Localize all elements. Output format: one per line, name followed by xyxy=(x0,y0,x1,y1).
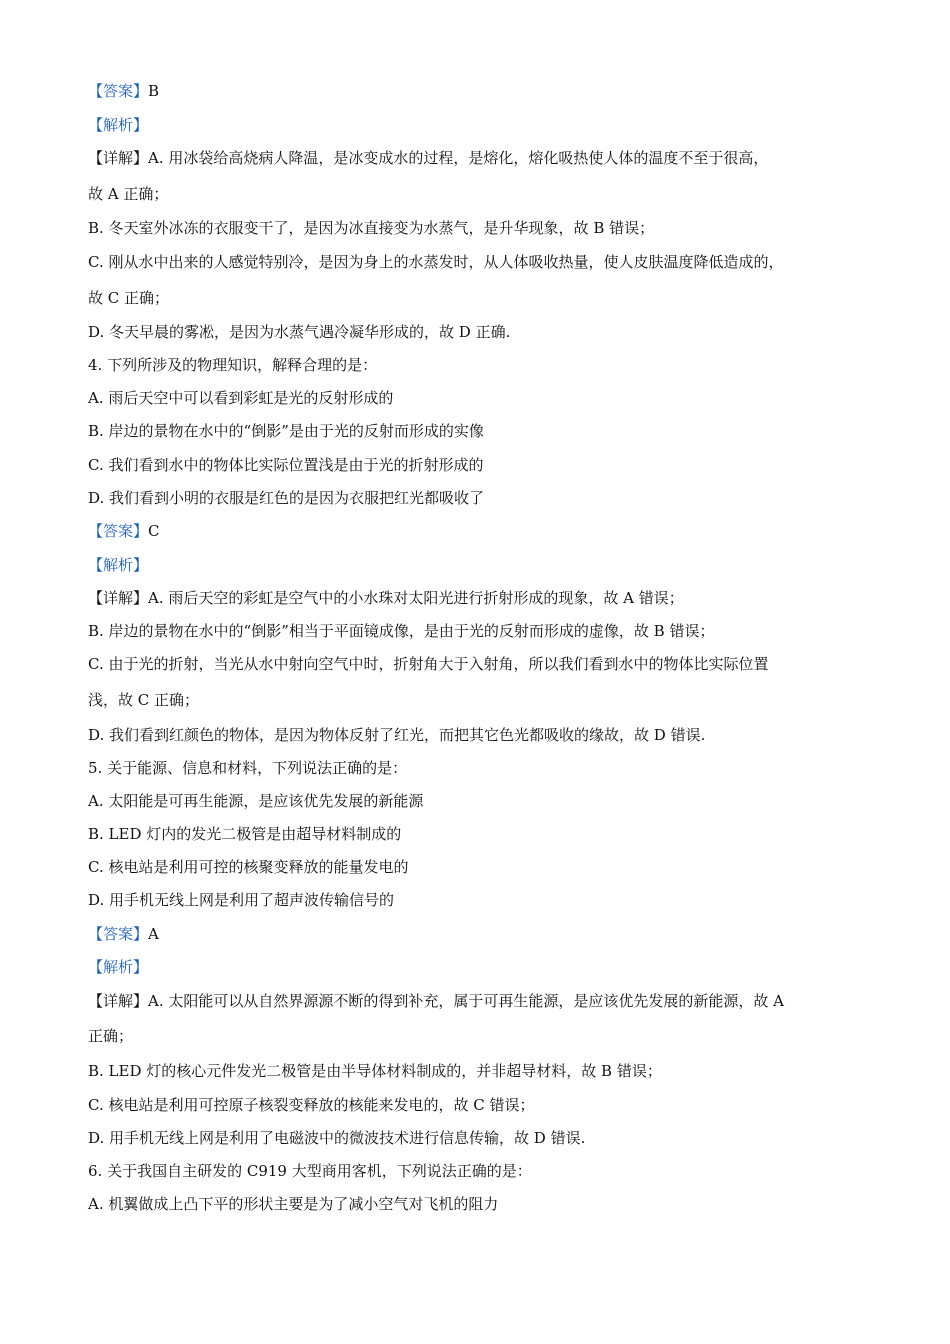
q4-option-b: B. 岸边的景物在水中的“倒影”是由于光的反射而形成的实像 xyxy=(88,422,484,440)
detail-tag: 【详解】 xyxy=(88,149,149,167)
answer-tag: 【答案】 xyxy=(88,925,149,943)
q5-answer-line xyxy=(88,924,868,944)
answer-value: A xyxy=(148,925,159,943)
q3-detail-a-line1 xyxy=(88,148,868,168)
q3-detail-c-line2: 故 C 正确； xyxy=(88,289,170,307)
q5-option-c: C. 核电站是利用可控的核聚变释放的能量发电的 xyxy=(88,858,409,876)
analysis-tag: 【解析】 xyxy=(88,556,149,574)
q4-answer-line xyxy=(88,521,868,541)
q5-question: 5. 关于能源、信息和材料，下列说法正确的是： xyxy=(88,759,408,777)
analysis-tag: 【解析】 xyxy=(88,958,149,976)
detail-tag: 【详解】 xyxy=(88,992,149,1010)
q3-detail-b: B. 冬天室外冰冻的衣服变干了，是因为冰直接变为水蒸气，是升华现象，故 B 错误； xyxy=(88,219,655,237)
q3-analysis-tag xyxy=(88,115,868,135)
q4-option-a: A. 雨后天空中可以看到彩虹是光的反射形成的 xyxy=(88,389,394,407)
detail-text: A. 用冰袋给高烧病人降温，是冰变成水的过程，是熔化，熔化吸热使人体的温度不至于很高， xyxy=(148,149,769,167)
answer-value: B xyxy=(148,82,160,100)
q4-analysis-tag xyxy=(88,555,868,575)
q5-detail-a-line2: 正确； xyxy=(88,1027,134,1045)
q4-detail-d: D. 我们看到红颜色的物体，是因为物体反射了红光，而把其它色光都吸收的缘故，故 D 错误. xyxy=(88,726,706,744)
detail-tag: 【详解】 xyxy=(88,589,149,607)
answer-value: C xyxy=(148,522,160,540)
q3-detail-c-line1: C. 刚从水中出来的人感觉特别冷，是因为身上的水蒸发时，从人体吸收热量，使人皮肤温度降低造成的， xyxy=(88,253,784,271)
q5-option-d: D. 用手机无线上网是利用了超声波传输信号的 xyxy=(88,891,395,909)
q3-detail-a-line2: 故 A 正确； xyxy=(88,185,169,203)
q4-detail-b: B. 岸边的景物在水中的“倒影”相当于平面镜成像，是由于光的反射而形成的虚像，故 B 错误； xyxy=(88,622,715,640)
q4-option-c: C. 我们看到水中的物体比实际位置浅是由于光的折射形成的 xyxy=(88,456,484,474)
q5-option-b: B. LED 灯内的发光二极管是由超导材料制成的 xyxy=(88,825,402,843)
q5-detail-b: B. LED 灯的核心元件发光二极管是由半导体材料制成的，并非超导材料，故 B 错误； xyxy=(88,1062,662,1080)
q4-detail-c-line2: 浅，故 C 正确； xyxy=(88,691,200,709)
q4-detail-a xyxy=(88,588,868,608)
detail-text: A. 太阳能可以从自然界源源不断的得到补充，属于可再生能源，是应该优先发展的新能源，故 A xyxy=(148,992,784,1010)
q4-question: 4. 下列所涉及的物理知识，解释合理的是： xyxy=(88,356,378,374)
q6-question: 6. 关于我国自主研发的 C919 大型商用客机，下列说法正确的是： xyxy=(88,1162,532,1180)
answer-tag: 【答案】 xyxy=(88,82,149,100)
q6-option-a: A. 机翼做成上凸下平的形状主要是为了减小空气对飞机的阻力 xyxy=(88,1195,499,1213)
q5-detail-a-line1 xyxy=(88,991,868,1011)
q5-detail-c: C. 核电站是利用可控原子核裂变释放的核能来发电的，故 C 错误； xyxy=(88,1096,535,1114)
q5-detail-d: D. 用手机无线上网是利用了电磁波中的微波技术进行信息传输，故 D 错误. xyxy=(88,1129,586,1147)
q3-answer-line xyxy=(88,81,868,101)
q4-option-d: D. 我们看到小明的衣服是红色的是因为衣服把红光都吸收了 xyxy=(88,489,485,507)
q4-detail-c-line1: C. 由于光的折射，当光从水中射向空气中时，折射角大于入射角，所以我们看到水中的物体比实际位置 xyxy=(88,655,769,673)
q5-analysis-tag xyxy=(88,957,868,977)
q3-detail-d: D. 冬天早晨的雾凇，是因为水蒸气遇冷凝华形成的，故 D 正确. xyxy=(88,323,511,341)
q5-option-a: A. 太阳能是可再生能源，是应该优先发展的新能源 xyxy=(88,792,424,810)
detail-text: A. 雨后天空的彩虹是空气中的小水珠对太阳光进行折射形成的现象，故 A 错误； xyxy=(148,589,684,607)
answer-tag: 【答案】 xyxy=(88,522,149,540)
analysis-tag: 【解析】 xyxy=(88,116,149,134)
